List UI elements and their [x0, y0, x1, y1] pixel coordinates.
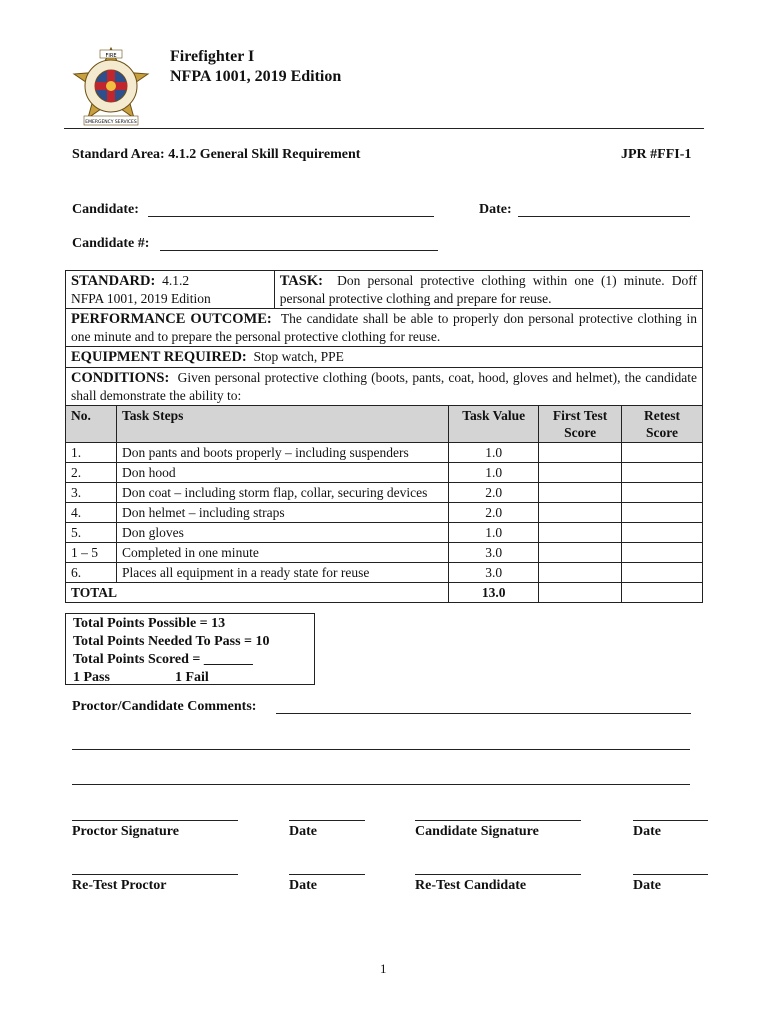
comments-line-3[interactable]	[72, 768, 690, 785]
step-value: 2.0	[449, 483, 539, 503]
first-score-cell[interactable]	[539, 483, 622, 503]
retest-score-cell[interactable]	[622, 543, 703, 563]
table-row	[66, 483, 703, 503]
candidate-number-label: Candidate #:	[72, 236, 150, 251]
retest-score-cell[interactable]	[622, 483, 703, 503]
performance-label: PERFORMANCE OUTCOME:	[71, 311, 272, 327]
col-header-no: No.	[66, 406, 117, 443]
table-row	[66, 543, 703, 563]
col-header-value: Task Value	[449, 406, 539, 443]
task-text: Don personal protective clothing within one (1) minute. Doff personal protective clothing and prepare for reuse.	[279, 273, 697, 306]
total-label: TOTAL	[66, 583, 449, 603]
skill-sheet-table	[65, 270, 703, 603]
step-value: 2.0	[449, 503, 539, 523]
pass-option[interactable]: 1 Pass	[73, 670, 110, 685]
points-summary-box	[65, 613, 315, 685]
table-row	[66, 443, 703, 463]
candidate-signature-label: Candidate Signature	[415, 824, 539, 839]
retest-total-cell[interactable]	[622, 583, 703, 603]
step-number: 2.	[66, 463, 117, 483]
comments-label: Proctor/Candidate Comments:	[72, 699, 257, 714]
retest-score-cell[interactable]	[622, 503, 703, 523]
retest-candidate-date-line[interactable]	[633, 874, 708, 875]
step-number: 6.	[66, 563, 117, 583]
table-row	[66, 523, 703, 543]
standard-value: 4.1.2	[162, 273, 190, 288]
step-number: 1 – 5	[66, 543, 117, 563]
first-score-cell[interactable]	[539, 543, 622, 563]
step-text: Places all equipment in a ready state for reuse	[116, 563, 448, 583]
document-subtitle: NFPA 1001, 2019 Edition	[170, 68, 342, 85]
step-text: Don pants and boots properly – including suspenders	[116, 443, 448, 463]
fail-option[interactable]: 1 Fail	[174, 670, 209, 685]
total-row	[66, 583, 703, 603]
comments-line-1[interactable]	[276, 697, 691, 714]
retest-score-cell[interactable]	[622, 563, 703, 583]
retest-proctor-line[interactable]	[72, 874, 238, 875]
step-text: Don coat – including storm flap, collar, securing devices	[116, 483, 448, 503]
task-cell	[274, 271, 702, 309]
fire-department-logo	[66, 44, 156, 130]
step-text: Completed in one minute	[116, 543, 448, 563]
first-total-cell[interactable]	[539, 583, 622, 603]
candidate-number-field[interactable]	[160, 234, 438, 251]
jpr-number: JPR #FFI-1	[621, 147, 692, 162]
col-header-first: First Test Score	[539, 406, 622, 443]
retest-candidate-line[interactable]	[415, 874, 581, 875]
retest-candidate-date-label: Date	[633, 878, 661, 893]
candidate-date-label: Date	[633, 824, 661, 839]
step-value: 1.0	[449, 463, 539, 483]
retest-score-cell[interactable]	[622, 523, 703, 543]
col-header-steps: Task Steps	[116, 406, 448, 443]
step-value: 3.0	[449, 543, 539, 563]
candidate-name-field[interactable]	[148, 200, 434, 217]
standard-edition: NFPA 1001, 2019 Edition	[71, 291, 211, 306]
step-value: 3.0	[449, 563, 539, 583]
step-value: 1.0	[449, 443, 539, 463]
step-value: 1.0	[449, 523, 539, 543]
table-row	[66, 463, 703, 483]
conditions-text: Given personal protective clothing (boots, pants, coat, hood, gloves and helmet), the candidate shall demonstrate the ability to:	[71, 370, 697, 403]
proctor-date-label: Date	[289, 824, 317, 839]
proctor-date-line[interactable]	[289, 820, 365, 821]
step-number: 5.	[66, 523, 117, 543]
task-label: TASK:	[279, 273, 323, 289]
points-needed: Total Points Needed To Pass = 10	[73, 634, 270, 649]
step-text: Don gloves	[116, 523, 448, 543]
table-row	[66, 503, 703, 523]
conditions-label: CONDITIONS:	[71, 370, 170, 386]
retest-proctor-date-line[interactable]	[289, 874, 365, 875]
candidate-signature-line[interactable]	[415, 820, 581, 821]
retest-proctor-date-label: Date	[289, 878, 317, 893]
standard-area: Standard Area: 4.1.2 General Skill Requirement	[72, 147, 361, 162]
document-title: Firefighter I	[170, 48, 255, 65]
pass-fail-options	[73, 669, 314, 687]
retest-proctor-label: Re-Test Proctor	[72, 878, 167, 893]
step-number: 3.	[66, 483, 117, 503]
proctor-signature-label: Proctor Signature	[72, 824, 179, 839]
equipment-label: EQUIPMENT REQUIRED:	[71, 349, 247, 365]
points-possible: Total Points Possible = 13	[73, 616, 226, 631]
equipment-text: Stop watch, PPE	[253, 349, 344, 364]
total-value: 13.0	[449, 583, 539, 603]
col-header-retest: Retest Score	[622, 406, 703, 443]
first-score-cell[interactable]	[539, 463, 622, 483]
page-number: 1	[380, 961, 387, 976]
step-text: Don hood	[116, 463, 448, 483]
logo-bottom-text: EMERGENCY SERVICES	[85, 120, 137, 125]
step-number: 4.	[66, 503, 117, 523]
date-label: Date:	[479, 202, 512, 217]
first-score-cell[interactable]	[539, 503, 622, 523]
conditions-row	[66, 368, 703, 406]
proctor-signature-line[interactable]	[72, 820, 238, 821]
standard-label: STANDARD:	[71, 273, 156, 289]
table-header-row	[66, 406, 703, 443]
performance-text: The candidate shall be able to properly don personal protective clothing in one minute and to prepare the personal protective clothing for reuse.	[71, 311, 697, 344]
retest-candidate-label: Re-Test Candidate	[415, 878, 527, 893]
logo-top-text: FIRE	[105, 53, 117, 59]
table-row	[66, 563, 703, 583]
candidate-date-line[interactable]	[633, 820, 708, 821]
equipment-row	[66, 347, 703, 368]
first-score-cell[interactable]	[539, 563, 622, 583]
first-score-cell[interactable]	[539, 523, 622, 543]
retest-score-cell[interactable]	[622, 443, 703, 463]
points-scored[interactable]: Total Points Scored = _______	[73, 652, 253, 667]
header-divider	[64, 128, 704, 129]
comments-line-2[interactable]	[72, 733, 690, 750]
step-text: Don helmet – including straps	[116, 503, 448, 523]
step-number: 1.	[66, 443, 117, 463]
retest-score-cell[interactable]	[622, 463, 703, 483]
first-score-cell[interactable]	[539, 443, 622, 463]
standard-cell	[66, 271, 275, 309]
date-field[interactable]	[518, 200, 690, 217]
candidate-label: Candidate:	[72, 202, 139, 217]
performance-outcome-row	[66, 309, 703, 347]
standard-task-row	[66, 271, 703, 309]
